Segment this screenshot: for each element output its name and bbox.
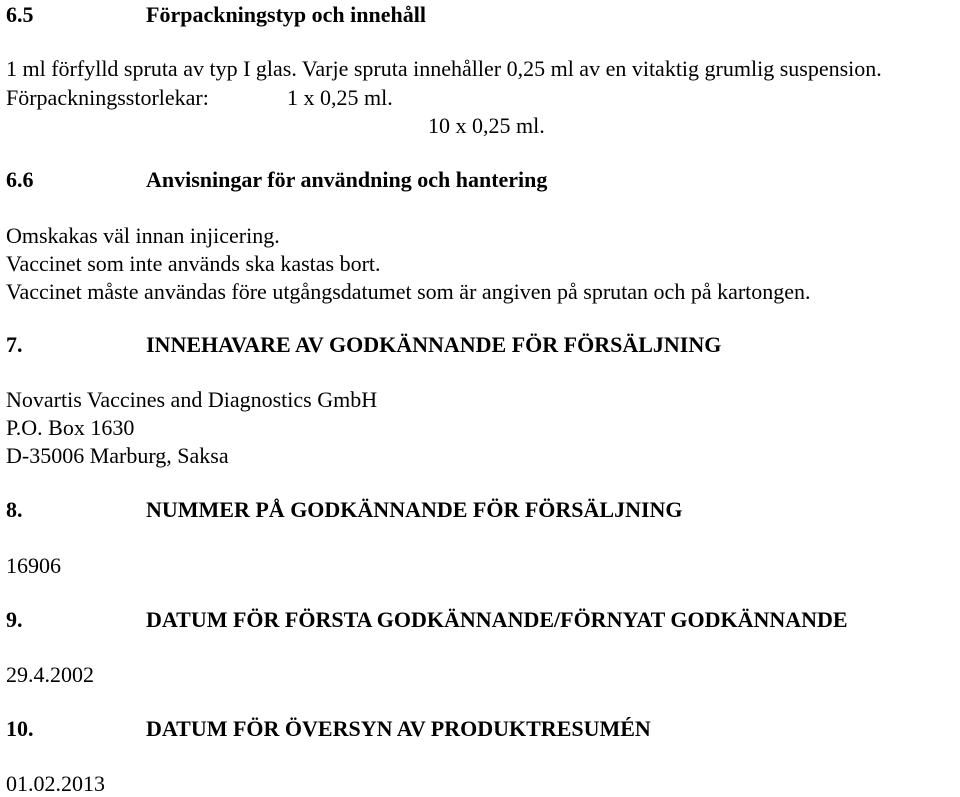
section-10-heading (6, 716, 651, 742)
pack-sizes-label: Förpackningsstorlekar: (6, 85, 209, 110)
section-title: INNEHAVARE AV GODKÄNNANDE FÖR FÖRSÄLJNING (146, 332, 722, 357)
holder-name: Novartis Vaccines and Diagnostics GmbH (6, 387, 378, 412)
section-7-heading (6, 332, 721, 358)
section-title: DATUM FÖR FÖRSTA GODKÄNNANDE/FÖRNYAT GODKÄNNANDE (146, 607, 848, 632)
section-title: NUMMER PÅ GODKÄNNANDE FÖR FÖRSÄLJNING (146, 497, 683, 522)
pack-size-2: 10 x 0,25 ml. (428, 113, 545, 138)
section-number: 6.6 (6, 167, 34, 192)
first-authorisation-date: 29.4.2002 (6, 662, 94, 687)
paragraph-line: Vaccinet som inte används ska kastas bort. (6, 251, 381, 276)
holder-city: D-35006 Marburg, Saksa (6, 443, 229, 468)
section-number: 9. (6, 607, 23, 632)
paragraph-line: Vaccinet måste användas före utgångsdatumet som är angiven på sprutan och på kartongen. (6, 279, 811, 304)
section-number: 6.5 (6, 2, 34, 27)
paragraph-line: Omskakas väl innan injicering. (6, 223, 280, 248)
section-title: Förpackningstyp och innehåll (146, 2, 426, 27)
revision-date: 01.02.2013 (6, 771, 105, 796)
section-6-6-heading (6, 167, 547, 193)
section-9-heading (6, 607, 848, 633)
section-number: 7. (6, 332, 23, 357)
section-number: 10. (6, 716, 34, 741)
authorisation-number: 16906 (6, 553, 61, 578)
paragraph-line: 1 ml förfylld spruta av typ I glas. Varje spruta innehåller 0,25 ml av en vitaktig grumlig suspension. (6, 56, 882, 81)
section-8-heading (6, 497, 683, 523)
pack-size-1: 1 x 0,25 ml. (287, 85, 393, 110)
holder-po-box: P.O. Box 1630 (6, 415, 135, 440)
section-6-5-heading (6, 2, 426, 28)
section-number: 8. (6, 497, 23, 522)
section-title: Anvisningar för användning och hantering (146, 167, 548, 192)
section-title: DATUM FÖR ÖVERSYN AV PRODUKTRESUMÉN (146, 716, 651, 741)
